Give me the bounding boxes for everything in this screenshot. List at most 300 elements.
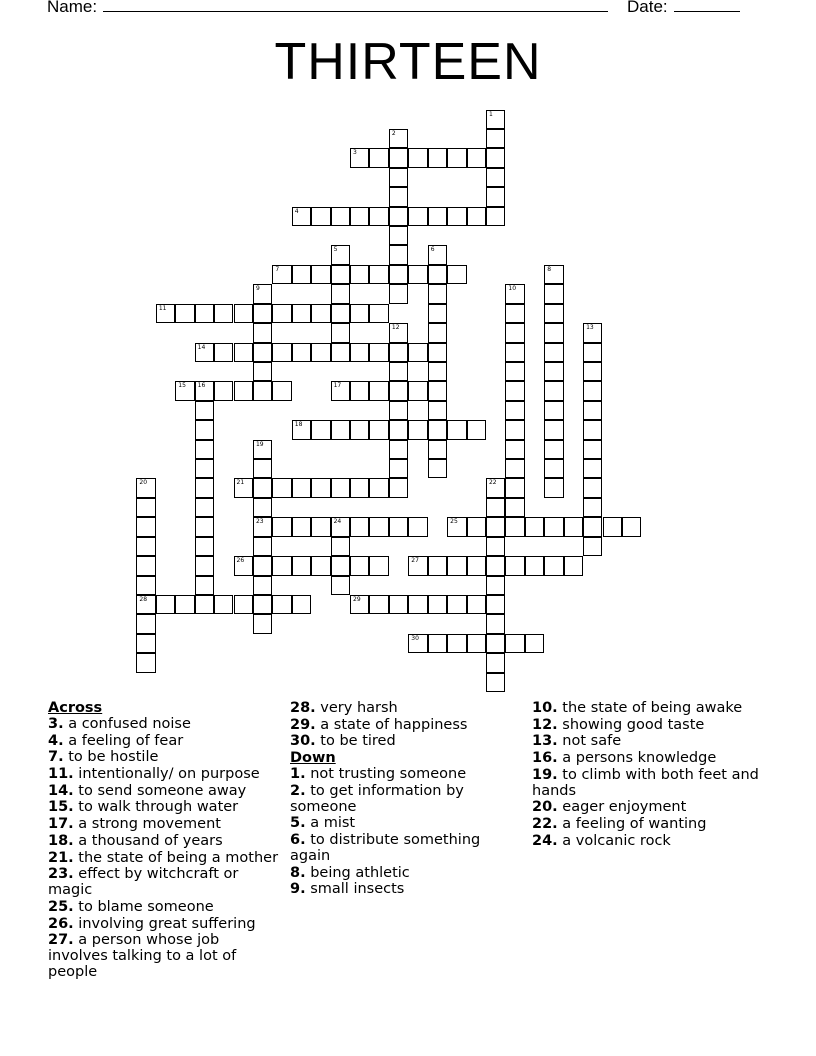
grid-cell[interactable] — [486, 517, 505, 536]
grid-cell[interactable] — [253, 478, 272, 497]
grid-cell[interactable] — [544, 459, 563, 478]
grid-cell[interactable] — [389, 148, 408, 167]
grid-cell[interactable] — [292, 517, 311, 536]
grid-cell[interactable] — [408, 343, 427, 362]
grid-cell[interactable] — [195, 381, 214, 400]
grid-cell[interactable] — [583, 537, 602, 556]
grid-cell[interactable] — [505, 323, 524, 342]
grid-cell[interactable] — [583, 517, 602, 536]
grid-cell[interactable] — [486, 576, 505, 595]
grid-cell[interactable] — [505, 343, 524, 362]
grid-cell[interactable] — [544, 284, 563, 303]
grid-cell[interactable] — [292, 304, 311, 323]
grid-cell[interactable] — [525, 517, 544, 536]
grid-cell[interactable] — [272, 478, 291, 497]
grid-cell[interactable] — [350, 478, 369, 497]
grid-cell[interactable] — [486, 537, 505, 556]
grid-cell[interactable] — [331, 556, 350, 575]
grid-cell[interactable] — [234, 343, 253, 362]
grid-cell[interactable] — [525, 634, 544, 653]
clue-across-28: 28. very harsh — [290, 700, 398, 716]
grid-cell[interactable] — [369, 517, 388, 536]
clue-number: 23 — [255, 518, 264, 526]
grid-cell[interactable] — [428, 634, 447, 653]
grid-cell[interactable] — [389, 187, 408, 206]
grid-cell[interactable] — [389, 517, 408, 536]
grid-cell[interactable] — [622, 517, 641, 536]
grid-cell[interactable] — [195, 537, 214, 556]
grid-cell[interactable] — [505, 401, 524, 420]
grid-cell[interactable] — [486, 653, 505, 672]
name-label: Name: — [47, 0, 98, 16]
grid-cell[interactable] — [389, 401, 408, 420]
grid-cell[interactable] — [544, 381, 563, 400]
grid-cell[interactable] — [486, 673, 505, 692]
grid-cell[interactable] — [408, 381, 427, 400]
grid-cell[interactable] — [447, 420, 466, 439]
grid-cell[interactable] — [486, 110, 505, 129]
grid-cell[interactable] — [467, 595, 486, 614]
grid-cell[interactable] — [389, 323, 408, 342]
grid-cell[interactable] — [369, 381, 388, 400]
grid-cell[interactable] — [486, 634, 505, 653]
grid-cell[interactable] — [544, 517, 563, 536]
grid-cell[interactable] — [195, 576, 214, 595]
clue-number: 14 — [197, 343, 206, 351]
grid-cell[interactable] — [389, 168, 408, 187]
clue-down-20: 20. eager enjoyment — [532, 799, 687, 816]
grid-cell[interactable] — [428, 284, 447, 303]
grid-cell[interactable] — [311, 207, 330, 226]
grid-cell[interactable] — [350, 517, 369, 536]
grid-cell[interactable] — [234, 304, 253, 323]
grid-cell[interactable] — [369, 265, 388, 284]
grid-cell[interactable] — [195, 420, 214, 439]
clue-number: 27 — [411, 557, 419, 565]
grid-cell[interactable] — [389, 459, 408, 478]
clue-number: 2 — [391, 129, 396, 137]
grid-cell[interactable] — [408, 207, 427, 226]
grid-cell[interactable] — [583, 343, 602, 362]
grid-cell[interactable] — [505, 634, 524, 653]
clue-number: 3 — [353, 149, 357, 157]
grid-cell[interactable] — [350, 556, 369, 575]
grid-cell[interactable] — [136, 537, 155, 556]
grid-cell[interactable] — [447, 595, 466, 614]
grid-cell[interactable] — [195, 343, 214, 362]
grid-cell[interactable] — [544, 478, 563, 497]
grid-cell[interactable] — [136, 653, 155, 672]
grid-cell[interactable] — [486, 187, 505, 206]
grid-cell[interactable] — [234, 556, 253, 575]
grid-cell[interactable] — [428, 362, 447, 381]
grid-cell[interactable] — [253, 517, 272, 536]
clue-down-13: 13. not safe — [532, 733, 622, 750]
grid-cell[interactable] — [428, 401, 447, 420]
clue-number: 9 — [255, 285, 260, 293]
grid-cell[interactable] — [389, 381, 408, 400]
grid-cell[interactable] — [136, 556, 155, 575]
grid-cell[interactable] — [311, 343, 330, 362]
clue-number: 1 — [488, 110, 493, 118]
grid-cell[interactable] — [428, 323, 447, 342]
grid-cell[interactable] — [583, 440, 602, 459]
grid-cell[interactable] — [311, 265, 330, 284]
grid-cell[interactable] — [525, 556, 544, 575]
grid-cell[interactable] — [389, 362, 408, 381]
grid-cell[interactable] — [253, 343, 272, 362]
grid-cell[interactable] — [467, 517, 486, 536]
grid-cell[interactable] — [253, 381, 272, 400]
grid-cell[interactable] — [234, 595, 253, 614]
grid-cell[interactable] — [544, 343, 563, 362]
grid-cell[interactable] — [350, 207, 369, 226]
grid-cell[interactable] — [428, 245, 447, 264]
grid-cell[interactable] — [272, 556, 291, 575]
grid-cell[interactable] — [350, 343, 369, 362]
clue-across-25: 25. to blame someone — [48, 898, 214, 915]
grid-cell[interactable] — [136, 614, 155, 633]
grid-cell[interactable] — [369, 207, 388, 226]
grid-cell[interactable] — [408, 595, 427, 614]
grid-cell[interactable] — [331, 381, 350, 400]
clue-across-14: 14. to send someone away — [48, 782, 247, 799]
grid-cell[interactable] — [486, 148, 505, 167]
grid-cell[interactable] — [486, 556, 505, 575]
grid-cell[interactable] — [214, 304, 233, 323]
grid-cell[interactable] — [408, 265, 427, 284]
clue-down-12: 12. showing good taste — [532, 716, 705, 733]
grid-cell[interactable] — [331, 517, 350, 536]
date-label: Date: — [627, 0, 668, 16]
clue-down-10: 10. the state of being awake — [532, 700, 743, 716]
grid-cell[interactable] — [428, 440, 447, 459]
grid-cell[interactable] — [583, 420, 602, 439]
grid-cell[interactable] — [253, 304, 272, 323]
grid-cell[interactable] — [136, 634, 155, 653]
grid-cell[interactable] — [272, 265, 291, 284]
grid-cell[interactable] — [583, 362, 602, 381]
grid-cell[interactable] — [447, 148, 466, 167]
grid-cell[interactable] — [505, 478, 524, 497]
grid-cell[interactable] — [408, 556, 427, 575]
grid-cell[interactable] — [195, 498, 214, 517]
grid-cell[interactable] — [311, 517, 330, 536]
grid-cell[interactable] — [331, 576, 350, 595]
grid-cell[interactable] — [331, 323, 350, 342]
clue-number: 21 — [236, 479, 245, 487]
grid-cell[interactable] — [331, 265, 350, 284]
grid-cell[interactable] — [369, 595, 388, 614]
grid-cell[interactable] — [583, 459, 602, 478]
clue-number: 29 — [353, 596, 361, 603]
grid-cell[interactable] — [505, 381, 524, 400]
grid-cell[interactable] — [428, 420, 447, 439]
clue-down-1: 1. not trusting someone — [290, 766, 467, 783]
grid-cell[interactable] — [583, 478, 602, 497]
grid-cell[interactable] — [214, 595, 233, 614]
grid-cell[interactable] — [272, 343, 291, 362]
grid-cell[interactable] — [136, 595, 155, 614]
clue-down-8: 8. being athletic — [290, 864, 410, 881]
grid-cell[interactable] — [428, 556, 447, 575]
clue-down-24: 24. a volcanic rock — [532, 832, 671, 849]
grid-cell[interactable] — [311, 478, 330, 497]
grid-cell[interactable] — [447, 634, 466, 653]
grid-cell[interactable] — [389, 226, 408, 245]
clue-down-16: 16. a persons knowledge — [532, 750, 717, 767]
grid-cell[interactable] — [583, 401, 602, 420]
grid-cell[interactable] — [544, 265, 563, 284]
grid-cell[interactable] — [486, 168, 505, 187]
clue-number: 19 — [255, 440, 264, 448]
clue-number: 15 — [178, 382, 186, 390]
grid-cell[interactable] — [544, 556, 563, 575]
grid-cell[interactable] — [428, 381, 447, 400]
clue-across-17: 17. a strong movement — [48, 816, 221, 833]
grid-cell[interactable] — [253, 459, 272, 478]
grid-cell[interactable] — [408, 420, 427, 439]
grid-cell[interactable] — [156, 595, 175, 614]
grid-cell[interactable] — [311, 420, 330, 439]
grid-cell[interactable] — [467, 420, 486, 439]
grid-cell[interactable] — [253, 576, 272, 595]
clue-across-15: 15. to walk through water — [48, 799, 239, 816]
grid-cell[interactable] — [428, 459, 447, 478]
clue-down-19: 19. to climb with both feet and hands — [532, 766, 759, 799]
clue-number: 8 — [547, 265, 552, 273]
grid-cell[interactable] — [350, 381, 369, 400]
grid-cell[interactable] — [428, 265, 447, 284]
grid-cell[interactable] — [428, 148, 447, 167]
grid-cell[interactable] — [486, 478, 505, 497]
grid-cell[interactable] — [350, 420, 369, 439]
grid-cell[interactable] — [544, 323, 563, 342]
grid-cell[interactable] — [389, 284, 408, 303]
clues-column-3 — [532, 701, 772, 851]
grid-cell[interactable] — [389, 595, 408, 614]
clues-column-1 — [48, 701, 283, 982]
grid-cell[interactable] — [253, 323, 272, 342]
grid-cell[interactable] — [544, 401, 563, 420]
grid-cell[interactable] — [195, 478, 214, 497]
grid-cell[interactable] — [195, 556, 214, 575]
grid-cell[interactable] — [505, 304, 524, 323]
grid-cell[interactable] — [486, 129, 505, 148]
grid-cell[interactable] — [486, 498, 505, 517]
clue-across-4: 4. a feeling of fear — [48, 732, 184, 749]
clue-across-21: 21. the state of being a mother — [48, 849, 279, 866]
grid-cell[interactable] — [583, 381, 602, 400]
grid-cell[interactable] — [292, 420, 311, 439]
grid-cell[interactable] — [389, 207, 408, 226]
grid-cell[interactable] — [253, 362, 272, 381]
grid-cell[interactable] — [389, 440, 408, 459]
clue-number: 10 — [508, 285, 517, 293]
grid-cell[interactable] — [214, 381, 233, 400]
grid-cell[interactable] — [369, 304, 388, 323]
grid-cell[interactable] — [272, 517, 291, 536]
across-heading: Across — [48, 700, 103, 716]
grid-cell[interactable] — [369, 478, 388, 497]
grid-cell[interactable] — [408, 517, 427, 536]
grid-cell[interactable] — [253, 498, 272, 517]
grid-cell[interactable] — [311, 556, 330, 575]
grid-cell[interactable] — [195, 304, 214, 323]
grid-cell[interactable] — [292, 207, 311, 226]
grid-cell[interactable] — [389, 129, 408, 148]
clue-number: 12 — [391, 324, 400, 332]
grid-cell[interactable] — [214, 343, 233, 362]
grid-cell[interactable] — [447, 556, 466, 575]
grid-cell[interactable] — [175, 381, 194, 400]
grid-cell[interactable] — [292, 595, 311, 614]
grid-cell[interactable] — [350, 148, 369, 167]
grid-cell[interactable] — [389, 265, 408, 284]
grid-cell[interactable] — [331, 245, 350, 264]
grid-cell[interactable] — [253, 595, 272, 614]
grid-cell[interactable] — [195, 459, 214, 478]
grid-cell[interactable] — [389, 245, 408, 264]
clues-column-2 — [290, 701, 525, 899]
grid-cell[interactable] — [408, 148, 427, 167]
grid-cell[interactable] — [272, 304, 291, 323]
grid-cell[interactable] — [195, 440, 214, 459]
grid-cell[interactable] — [428, 207, 447, 226]
down-heading: Down — [290, 750, 336, 767]
grid-cell[interactable] — [583, 323, 602, 342]
clue-number: 18 — [294, 421, 303, 429]
grid-cell[interactable] — [467, 634, 486, 653]
grid-cell[interactable] — [253, 614, 272, 633]
grid-cell[interactable] — [331, 304, 350, 323]
clue-down-6: 6. to distribute something again — [290, 832, 481, 864]
grid-cell[interactable] — [564, 517, 583, 536]
clue-across-27: 27. a person whose job involves talking to a lot of people — [48, 932, 237, 981]
grid-cell[interactable] — [505, 498, 524, 517]
clue-number: 26 — [236, 557, 245, 565]
grid-cell[interactable] — [467, 207, 486, 226]
grid-cell[interactable] — [389, 420, 408, 439]
grid-cell[interactable] — [544, 362, 563, 381]
grid-cell[interactable] — [350, 265, 369, 284]
grid-cell[interactable] — [369, 148, 388, 167]
grid-cell[interactable] — [292, 478, 311, 497]
clue-number: 25 — [450, 518, 458, 526]
grid-cell[interactable] — [331, 343, 350, 362]
page-title: THIRTEEN — [274, 33, 542, 91]
grid-cell[interactable] — [369, 556, 388, 575]
grid-cell[interactable] — [175, 595, 194, 614]
grid-cell[interactable] — [331, 537, 350, 556]
clue-number: 11 — [158, 304, 167, 312]
grid-cell[interactable] — [505, 284, 524, 303]
grid-cell[interactable] — [505, 362, 524, 381]
grid-cell[interactable] — [544, 440, 563, 459]
clue-across-18: 18. a thousand of years — [48, 832, 223, 849]
grid-cell[interactable] — [136, 478, 155, 497]
grid-cell[interactable] — [292, 556, 311, 575]
grid-cell[interactable] — [156, 304, 175, 323]
grid-cell[interactable] — [505, 556, 524, 575]
grid-cell[interactable] — [350, 595, 369, 614]
clue-across-3: 3. a confused noise — [48, 715, 191, 732]
grid-cell[interactable] — [292, 265, 311, 284]
grid-cell[interactable] — [292, 343, 311, 362]
grid-cell[interactable] — [234, 381, 253, 400]
grid-cell[interactable] — [331, 478, 350, 497]
grid-cell[interactable] — [331, 420, 350, 439]
clue-down-5: 5. a mist — [290, 815, 356, 832]
clue-number: 6 — [430, 246, 435, 254]
grid-cell[interactable] — [467, 148, 486, 167]
grid-cell[interactable] — [505, 440, 524, 459]
grid-cell[interactable] — [369, 420, 388, 439]
grid-cell[interactable] — [350, 304, 369, 323]
grid-cell[interactable] — [505, 517, 524, 536]
grid-cell[interactable] — [331, 284, 350, 303]
grid-cell[interactable] — [253, 556, 272, 575]
grid-cell[interactable] — [272, 595, 291, 614]
clue-across-29: 29. a state of happiness — [290, 716, 468, 733]
clue-number: 7 — [275, 265, 280, 273]
grid-cell[interactable] — [447, 517, 466, 536]
grid-cell[interactable] — [583, 498, 602, 517]
grid-cell[interactable] — [505, 459, 524, 478]
grid-cell[interactable] — [136, 576, 155, 595]
grid-cell[interactable] — [331, 207, 350, 226]
grid-cell[interactable] — [428, 343, 447, 362]
clue-number: 16 — [197, 382, 206, 390]
grid-cell[interactable] — [447, 265, 466, 284]
grid-cell[interactable] — [195, 595, 214, 614]
grid-cell[interactable] — [486, 595, 505, 614]
clue-number: 22 — [488, 479, 497, 487]
grid-cell[interactable] — [136, 517, 155, 536]
grid-cell[interactable] — [564, 556, 583, 575]
grid-cell[interactable] — [544, 304, 563, 323]
clue-down-2: 2. to get information by someone — [290, 782, 464, 815]
grid-cell[interactable] — [195, 401, 214, 420]
grid-cell[interactable] — [195, 517, 214, 536]
grid-cell[interactable] — [253, 440, 272, 459]
grid-cell[interactable] — [428, 595, 447, 614]
grid-cell[interactable] — [447, 207, 466, 226]
grid-cell[interactable] — [253, 537, 272, 556]
grid-cell[interactable] — [136, 498, 155, 517]
grid-cell[interactable] — [486, 614, 505, 633]
grid-cell[interactable] — [408, 634, 427, 653]
grid-cell[interactable] — [272, 381, 291, 400]
grid-cell[interactable] — [389, 343, 408, 362]
grid-cell[interactable] — [544, 420, 563, 439]
grid-cell[interactable] — [389, 478, 408, 497]
grid-cell[interactable] — [311, 304, 330, 323]
grid-cell[interactable] — [467, 556, 486, 575]
clue-across-30: 30. to be tired — [290, 733, 396, 750]
clue-down-9: 9. small insects — [290, 881, 405, 898]
grid-cell[interactable] — [175, 304, 194, 323]
grid-cell[interactable] — [369, 343, 388, 362]
grid-cell[interactable] — [486, 207, 505, 226]
clue-down-22: 22. a feeling of wanting — [532, 816, 707, 833]
grid-cell[interactable] — [428, 304, 447, 323]
clue-number: 17 — [333, 382, 342, 390]
grid-cell[interactable] — [234, 478, 253, 497]
grid-cell[interactable] — [253, 284, 272, 303]
grid-cell[interactable] — [505, 420, 524, 439]
grid-cell[interactable] — [603, 517, 622, 536]
